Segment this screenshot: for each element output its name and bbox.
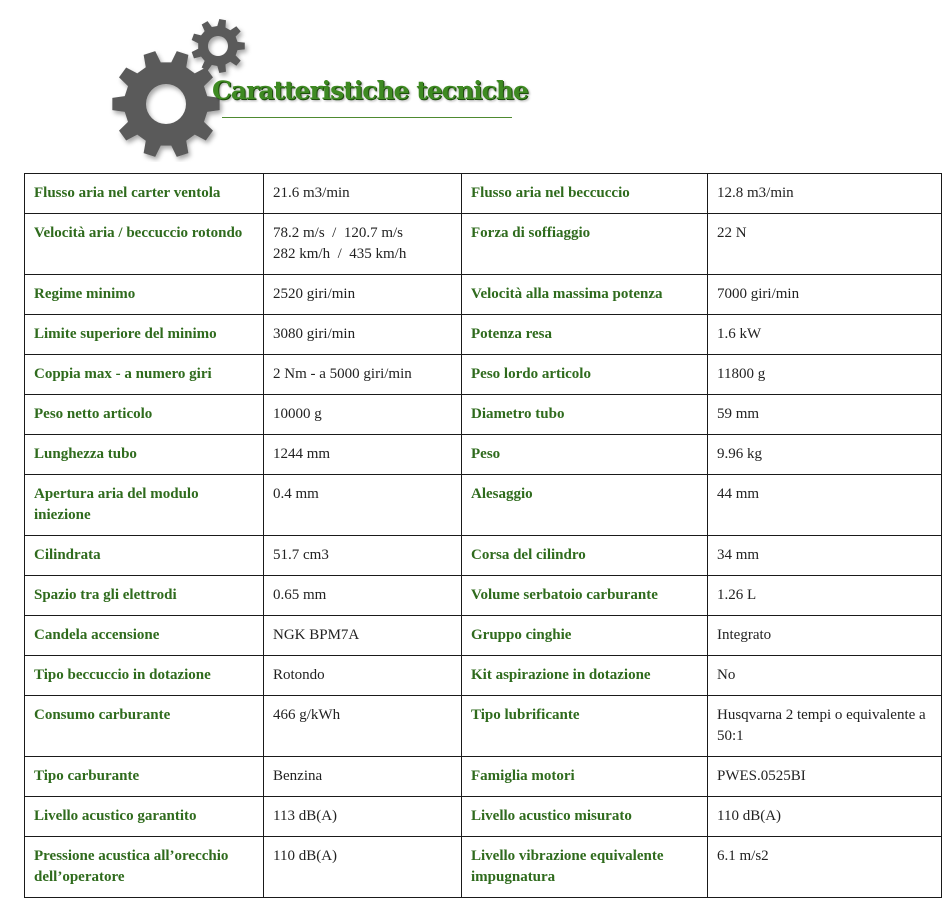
spec-label: Cilindrata [25, 536, 264, 576]
spec-label: Regime minimo [25, 275, 264, 315]
spec-label: Tipo carburante [25, 757, 264, 797]
spec-value [708, 576, 942, 616]
table-row [25, 837, 942, 898]
spec-value [708, 475, 942, 536]
spec-value-line: 1.26 L [717, 587, 757, 603]
table-row [25, 475, 942, 536]
spec-label: Peso lordo articolo [462, 355, 708, 395]
spec-label: Potenza resa [462, 315, 708, 355]
spec-label: Gruppo cinghie [462, 616, 708, 656]
table-row [25, 275, 942, 315]
spec-value [708, 616, 942, 656]
table-row [25, 757, 942, 797]
spec-value [708, 355, 942, 395]
spec-value-line: 9.96 kg [717, 446, 762, 462]
spec-label: Livello acustico garantito [25, 797, 264, 837]
spec-value-line: Benzina [273, 768, 323, 784]
spec-value-line: 10000 g [273, 406, 322, 422]
spec-label: Spazio tra gli elettrodi [25, 576, 264, 616]
spec-value [708, 315, 942, 355]
spec-value [708, 214, 942, 275]
spec-value [264, 395, 462, 435]
spec-label: Peso [462, 435, 708, 475]
spec-label: Pressione acustica all’orecchio dell’operatore [25, 837, 264, 898]
table-row [25, 797, 942, 837]
spec-value-line: 1.6 kW [717, 326, 762, 342]
spec-label: Kit aspirazione in dotazione [462, 656, 708, 696]
spec-value [264, 214, 462, 275]
spec-value-line: 44 mm [717, 486, 760, 502]
spec-value [708, 174, 942, 214]
spec-value [264, 435, 462, 475]
spec-label: Consumo carburante [25, 696, 264, 757]
spec-value-line: 110 dB(A) [717, 808, 782, 824]
spec-label: Candela accensione [25, 616, 264, 656]
spec-value [708, 536, 942, 576]
spec-label: Famiglia motori [462, 757, 708, 797]
spec-value-line: 466 g/kWh [273, 707, 341, 723]
spec-value [264, 656, 462, 696]
spec-label: Livello acustico misurato [462, 797, 708, 837]
spec-label: Limite superiore del minimo [25, 315, 264, 355]
spec-value [708, 696, 942, 757]
spec-value [708, 837, 942, 898]
spec-value [264, 275, 462, 315]
spec-value [264, 576, 462, 616]
spec-value [708, 757, 942, 797]
spec-value-line: Rotondo [273, 667, 325, 683]
table-row [25, 536, 942, 576]
spec-label: Tipo beccuccio in dotazione [25, 656, 264, 696]
table-row [25, 616, 942, 656]
spec-value [264, 696, 462, 757]
spec-value-line: 2 Nm - a 5000 giri/min [273, 366, 412, 382]
spec-label: Velocità alla massima potenza [462, 275, 708, 315]
spec-value-line: 59 mm [717, 406, 760, 422]
spec-label: Forza di soffiaggio [462, 214, 708, 275]
page-title: Caratteristiche tecniche [212, 76, 528, 105]
spec-value [264, 797, 462, 837]
spec-label: Livello vibrazione equivalente impugnatura [462, 837, 708, 898]
spec-value [708, 656, 942, 696]
table-row [25, 576, 942, 616]
table-row [25, 174, 942, 214]
spec-label: Velocità aria / beccuccio rotondo [25, 214, 264, 275]
table-row [25, 214, 942, 275]
spec-value [264, 475, 462, 536]
spec-value-line: 3080 giri/min [273, 326, 356, 342]
table-row [25, 656, 942, 696]
spec-value [264, 837, 462, 898]
spec-label: Volume serbatoio carburante [462, 576, 708, 616]
spec-value-line: 7000 giri/min [717, 286, 800, 302]
spec-value-line: 110 dB(A) [273, 848, 338, 864]
spec-value [264, 757, 462, 797]
specs-table [24, 173, 942, 898]
spec-label: Corsa del cilindro [462, 536, 708, 576]
spec-label: Flusso aria nel carter ventola [25, 174, 264, 214]
table-row [25, 696, 942, 757]
spec-value [264, 536, 462, 576]
spec-value [264, 174, 462, 214]
spec-value-line: Integrato [717, 627, 772, 643]
spec-value [264, 616, 462, 656]
table-row [25, 435, 942, 475]
table-row [25, 395, 942, 435]
spec-value-line: NGK BPM7A [273, 627, 360, 643]
spec-value-line: Husqvarna 2 tempi o equivalente a 50:1 [717, 707, 926, 744]
page-header [0, 0, 946, 170]
title-underline [222, 117, 512, 118]
spec-value-line: 11800 g [717, 366, 766, 382]
spec-value-line: 0.65 mm [273, 587, 327, 603]
spec-label: Diametro tubo [462, 395, 708, 435]
spec-label: Coppia max - a numero giri [25, 355, 264, 395]
spec-value-line: 34 mm [717, 547, 760, 563]
spec-label: Lunghezza tubo [25, 435, 264, 475]
spec-value [264, 355, 462, 395]
spec-value-line: 12.8 m3/min [717, 185, 794, 201]
spec-value [708, 797, 942, 837]
spec-value-line: 78.2 m/s / 120.7 m/s [273, 225, 404, 241]
spec-value-line: 6.1 m/s2 [717, 848, 769, 864]
spec-value [708, 395, 942, 435]
spec-value-line: 2520 giri/min [273, 286, 356, 302]
spec-value-line: No [717, 667, 736, 683]
spec-label: Flusso aria nel beccuccio [462, 174, 708, 214]
spec-value-line: 0.4 mm [273, 486, 319, 502]
spec-value-line: 1244 mm [273, 446, 331, 462]
spec-value-line: 113 dB(A) [273, 808, 338, 824]
spec-value-line: 282 km/h / 435 km/h [273, 246, 407, 262]
spec-label: Alesaggio [462, 475, 708, 536]
spec-label: Peso netto articolo [25, 395, 264, 435]
spec-value [264, 315, 462, 355]
spec-value-line: 22 N [717, 225, 747, 241]
spec-label: Tipo lubrificante [462, 696, 708, 757]
table-row [25, 315, 942, 355]
spec-value-line: 51.7 cm3 [273, 547, 329, 563]
spec-value [708, 275, 942, 315]
table-row [25, 355, 942, 395]
spec-value-line: 21.6 m3/min [273, 185, 350, 201]
spec-label: Apertura aria del modulo iniezione [25, 475, 264, 536]
spec-value [708, 435, 942, 475]
spec-value-line: PWES.0525BI [717, 768, 806, 784]
